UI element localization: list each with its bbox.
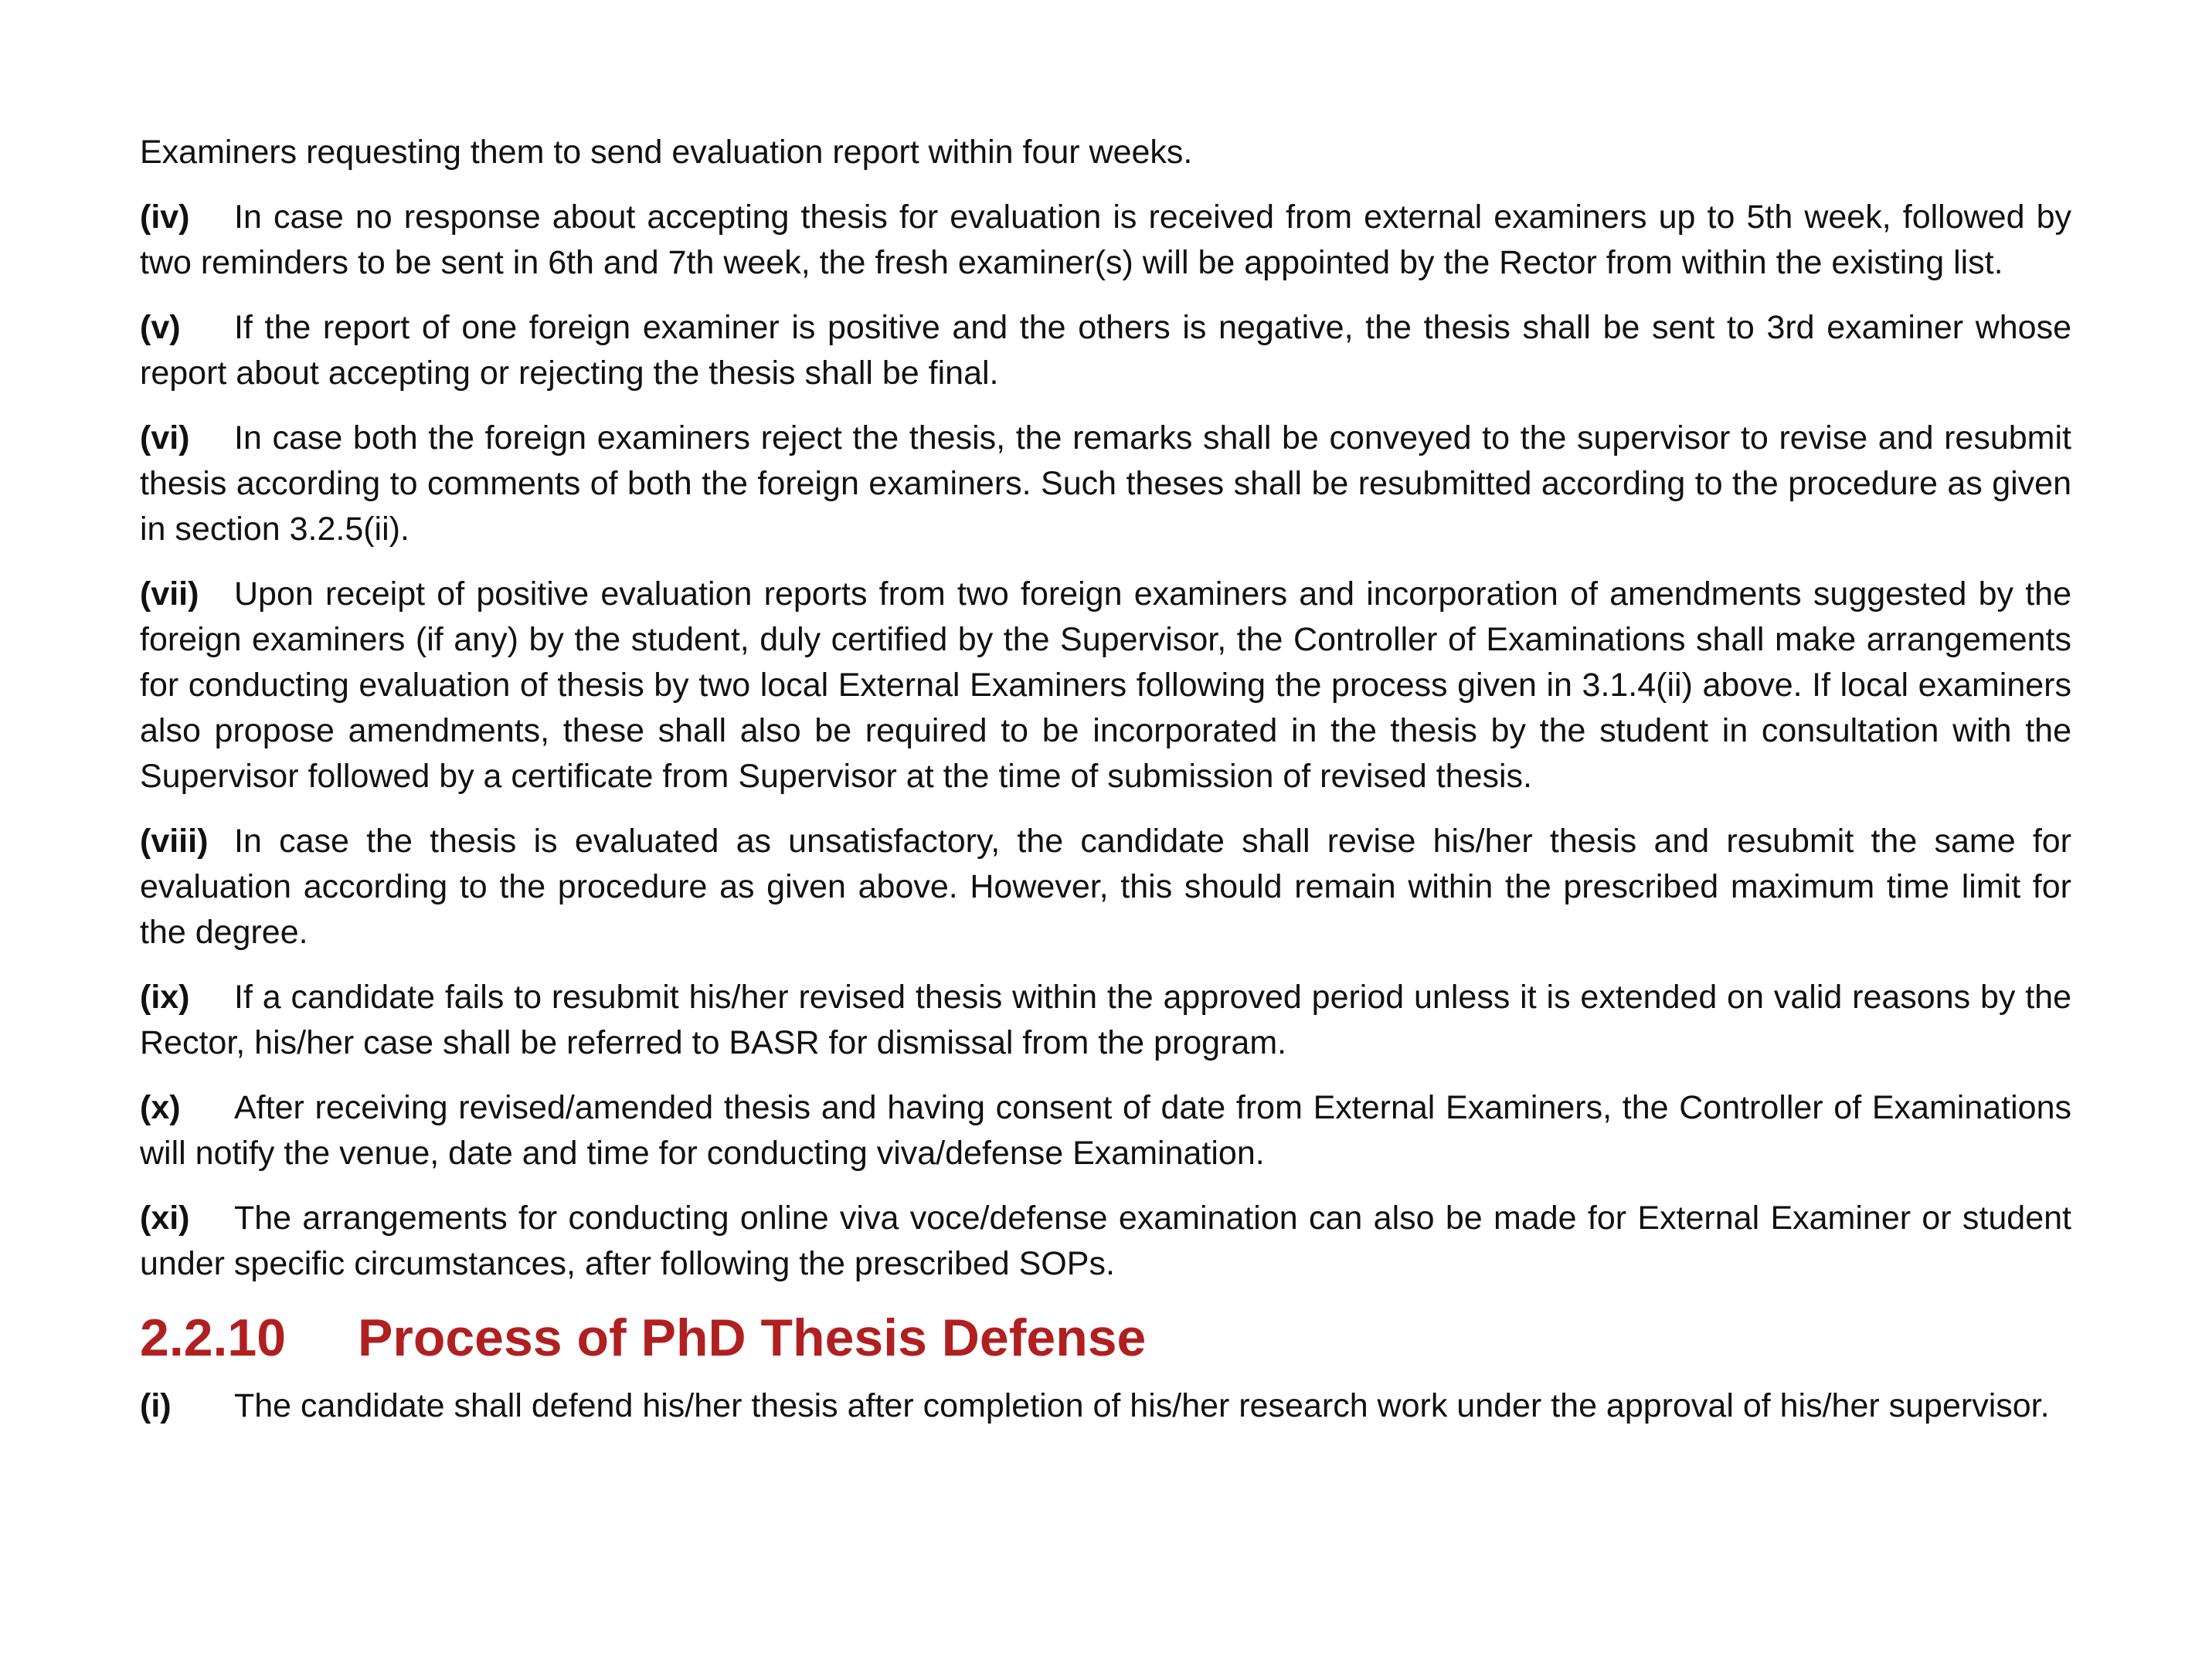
clause-number: (v) <box>140 309 181 346</box>
document-page <box>140 130 2071 1448</box>
clause-x <box>140 1085 2071 1176</box>
clause-xi <box>140 1196 2071 1287</box>
clause-text: If a candidate fails to resubmit his/her revised thesis within the approved period unless it is extended on valid reasons by the Rector, his/her case shall be referred to BASR for dismissal from the program. <box>140 979 2071 1061</box>
clause-number: (vi) <box>140 419 190 456</box>
section-heading <box>140 1306 2071 1369</box>
clause-number: (xi) <box>140 1200 190 1237</box>
clause-v <box>140 305 2071 396</box>
section-title: Process of PhD Thesis Defense <box>358 1308 1147 1367</box>
clause-vi <box>140 416 2071 552</box>
clause-viii <box>140 819 2071 955</box>
clause-number: (iv) <box>140 199 190 236</box>
clause-number: (i) <box>140 1387 172 1424</box>
clause-number: (vii) <box>140 575 199 613</box>
clause-text: The candidate shall defend his/her thesis after completion of his/her research work under the approval of his/her supervisor. <box>234 1387 2050 1424</box>
clause-text: In case no response about accepting thesis for evaluation is received from external examiners up to 5th week, followed by two reminders to be sent in 6th and 7th week, the fresh examiner(s) will be appointed by the Rector from within the existing list. <box>140 199 2071 281</box>
clause-iv <box>140 195 2071 286</box>
section-clause-i <box>140 1383 2071 1429</box>
clause-number: (ix) <box>140 979 190 1016</box>
clause-ix <box>140 975 2071 1066</box>
clause-vii <box>140 572 2071 799</box>
clause-text: In case both the foreign examiners reject the thesis, the remarks shall be conveyed to the supervisor to revise and resubmit thesis according to comments of both the foreign examiners. Such theses shall be resubmitted according to the procedure as given in section 3.2.5(ii). <box>140 419 2071 548</box>
clause-text: After receiving revised/amended thesis and having consent of date from External Examiners, the Controller of Examinations will notify the venue, date and time for conducting viva/defense Examination. <box>140 1089 2071 1172</box>
clause-text: The arrangements for conducting online viva voce/defense examination can also be made for External Examiner or student under specific circumstances, after following the prescribed SOPs. <box>140 1200 2071 1282</box>
section-number: 2.2.10 <box>140 1308 287 1367</box>
clause-number: (x) <box>140 1089 181 1126</box>
clause-text: In case the thesis is evaluated as unsatisfactory, the candidate shall revise his/her thesis and resubmit the same for evaluation according to the procedure as given above. However, this should remain within the prescribed maximum time limit for the degree. <box>140 823 2071 951</box>
clause-text: Upon receipt of positive evaluation reports from two foreign examiners and incorporation of amendments suggested by the foreign examiners (if any) by the student, duly certified by the Supervisor, the Controller of Examinations shall make arrangements for conducting evaluation of thesis by two local External Examiners following the process given in 3.1.4(ii) above. If local examiners also propose amendments, these shall also be required to be incorporated in the thesis by the student in consultation with the Supervisor followed by a certificate from Supervisor at the time of submission of revised thesis. <box>140 575 2071 795</box>
clause-number: (viii) <box>140 823 209 860</box>
intro-paragraph: Examiners requesting them to send evaluation report within four weeks. <box>140 134 1193 171</box>
clause-text: If the report of one foreign examiner is positive and the others is negative, the thesis shall be sent to 3rd examiner whose report about accepting or rejecting the thesis shall be final. <box>140 309 2071 392</box>
